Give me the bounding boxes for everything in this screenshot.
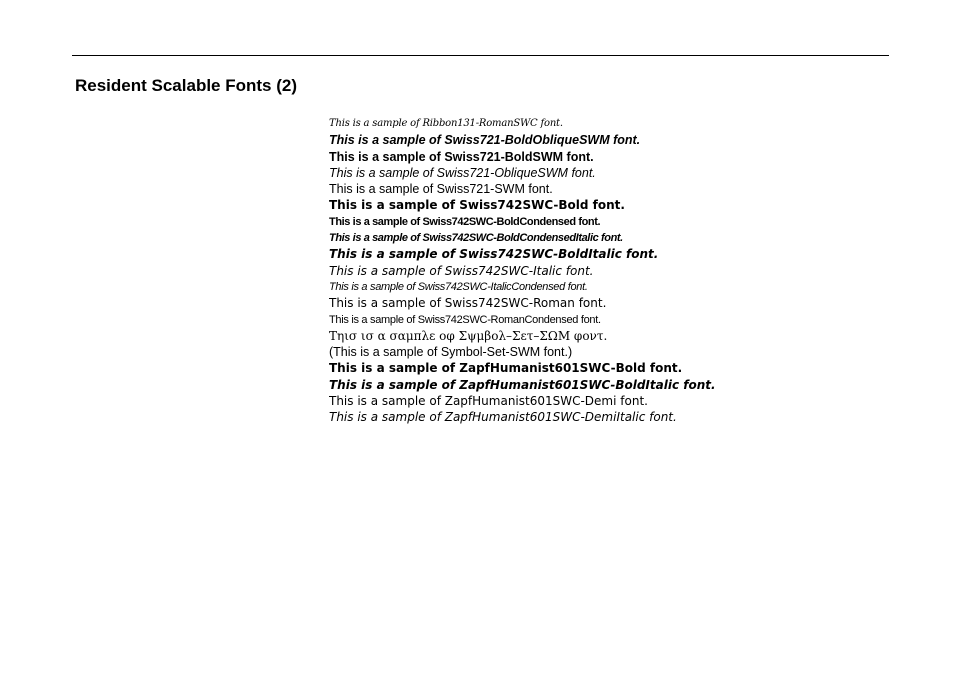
page-title: Resident Scalable Fonts (2) xyxy=(75,76,297,95)
font-sample-swiss742-bold: This is a sample of Swiss742SWC-Bold font. xyxy=(329,198,625,213)
font-sample-symbol-set-caption: (This is a sample of Symbol-Set-SWM font.) xyxy=(329,345,573,360)
font-sample-swiss721: This is a sample of Swiss721-SWM font. xyxy=(329,182,553,197)
font-sample-list xyxy=(329,116,889,426)
font-sample-swiss742-roman-condensed: This is a sample of Swiss742SWC-RomanCondensed font. xyxy=(329,313,601,326)
font-sample-swiss742-bold-condensed: This is a sample of Swiss742SWC-BoldCondensed font. xyxy=(329,215,601,228)
header-rule xyxy=(72,55,889,56)
font-sample-zapfhumanist-demi-italic: This is a sample of ZapfHumanist601SWC-DemiItalic font. xyxy=(329,410,677,425)
font-sample-swiss742-italic-condensed: This is a sample of Swiss742SWC-ItalicCondensed font. xyxy=(329,280,588,293)
font-sample-symbol-set-glyphs: Τηισ ισ α σαμπλε οφ Σψμβολ–Σετ–ΣΩΜ φοντ. xyxy=(329,328,608,343)
font-sample-zapfhumanist-demi: This is a sample of ZapfHumanist601SWC-Demi font. xyxy=(329,394,648,409)
font-sample-swiss721-oblique: This is a sample of Swiss721-ObliqueSWM font. xyxy=(329,165,596,180)
font-sample-swiss742-bold-condensed-italic: This is a sample of Swiss742SWC-BoldCondensedItalic font. xyxy=(329,232,623,245)
font-sample-zapfhumanist-bold: This is a sample of ZapfHumanist601SWC-Bold font. xyxy=(329,361,683,376)
font-sample-swiss742-bold-italic: This is a sample of Swiss742SWC-BoldItalic font. xyxy=(329,247,659,262)
font-sample-swiss742-italic: This is a sample of Swiss742SWC-Italic font. xyxy=(329,263,594,278)
font-sample-swiss721-bold-oblique: This is a sample of Swiss721-BoldObliqueSWM font. xyxy=(329,133,641,148)
font-sample-zapfhumanist-bold-italic: This is a sample of ZapfHumanist601SWC-BoldItalic font. xyxy=(329,377,716,392)
font-sample-ribbon131-roman: This is a sample of Ribbon131-RomanSWC font. xyxy=(329,118,563,129)
font-sample-swiss742-roman: This is a sample of Swiss742SWC-Roman font. xyxy=(329,296,607,311)
font-sample-swiss721-bold: This is a sample of Swiss721-BoldSWM font. xyxy=(329,149,594,164)
